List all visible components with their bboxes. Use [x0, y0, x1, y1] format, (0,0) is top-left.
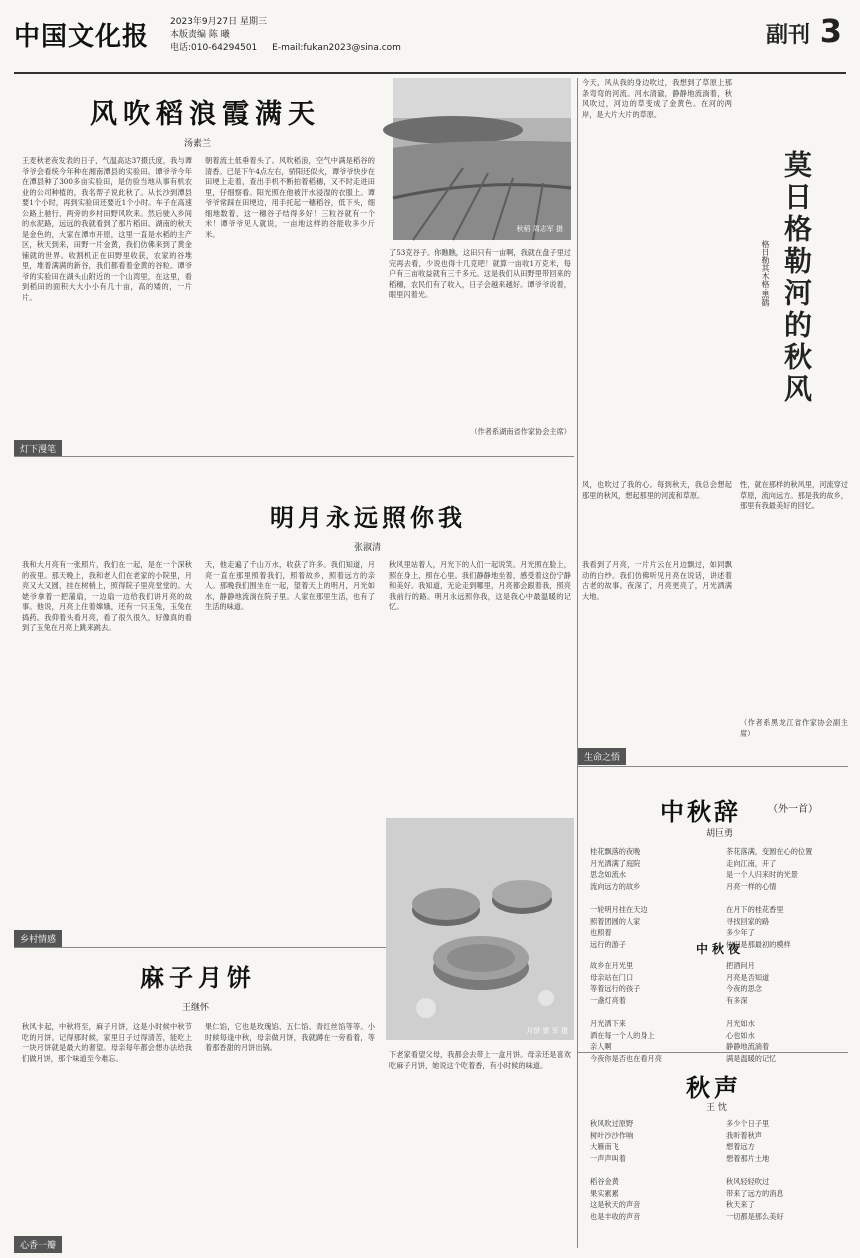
article-title: 麻子月饼 [140, 964, 256, 992]
article-author: 王继怀 [182, 1003, 210, 1013]
column-tag: 生命之悟 [578, 748, 626, 765]
article-column: 果仁馅，它也是玫瑰馅、五仁馅、青红丝馅等等。小时候每逢中秋，母亲做月饼，我就蹲在一旁看着，等着那香甜的月饼出锅。 [205, 1022, 375, 1052]
article-column: 性，就在那样的秋风里，河流穿过草原，流向远方。那是我的故乡，那里有我最美好的回忆。 [740, 480, 848, 510]
article-column: 下老家看望父母，我都会去带上一盒月饼。母亲还是喜欢吃麻子月饼，她说这个吃着香，有小时候的味道。 [389, 1050, 571, 1070]
column-tag: 灯下漫笔 [14, 440, 62, 457]
poem-stanza: 茶花落满，变圆在心的位置 走向江南，开了 是一个人归来时的光景 月亮一样的心情 在月下的桂花香里 寻找回家的路 多少年了 依旧是那最初的模样 [726, 847, 813, 949]
article-title: 明月永远照你我 [270, 504, 466, 532]
article-column: 天，他走遍了千山万水，收获了许多。我们知道，月亮一直在那里照着我们，照着故乡，照着远方的亲人。那晚我们围坐在一起，望着天上的明月，月光如水，静静地流淌在院子里。人家在那里生活，也有了生活的味道。 [205, 560, 375, 611]
article-column: 风，也吹过了我的心。每到秋天，我总会想起那里的秋风，想起那里的河流和草原。 [582, 480, 732, 500]
mooncake-photo [386, 818, 574, 1040]
masthead [14, 10, 846, 72]
editor-line: 本版责编 陈 曦 [170, 30, 230, 40]
contact-line [170, 40, 401, 53]
divider [14, 456, 574, 457]
mooncake-image [386, 818, 574, 1040]
poem-stanza: 多少个日子里 我听着秋声 想着远方 想着那片土地 秋风轻轻吹过 带来了远方的消息 秋天来了 一切都是那么美好 [726, 1119, 784, 1221]
poem-subtitle: 中秋夜 [696, 942, 745, 956]
page-number: 3 [819, 12, 842, 50]
newspaper-logo: 中国文化报 [14, 22, 150, 52]
divider [578, 766, 848, 767]
column-divider [577, 78, 578, 1248]
section-name: 副刊 [765, 23, 810, 48]
rice-field-photo [393, 78, 571, 240]
poem-stanza: 桂花飘落的夜晚 月光洒满了庭院 思念如流水 流向远方的故乡 一轮明月挂在天边 照着团圆的人家 也照着 远行的游子 [590, 847, 648, 949]
issue-date: 2023年9月27日 星期三 [170, 17, 267, 27]
masthead-rule [14, 72, 846, 74]
column-tag: 乡村情感 [14, 930, 62, 947]
author-bio: （作者系黑龙江省作家协会副主席） [740, 718, 848, 738]
poem-title: 秋声 [686, 1074, 742, 1102]
photo-caption: 秋稻 周志军 摄 [516, 225, 563, 233]
poem-stanza: 故乡在月光里 母亲站在门口 等着远行的孩子 一盏灯亮着 月光洒下来 洒在每一个人的身上 亲人啊 今夜你是否也在看月亮 [590, 961, 662, 1063]
article-author: 格日勒其木格·黑鹤 [761, 240, 770, 307]
poem-title-suffix: （外一首） [768, 804, 818, 815]
article-column: 秋风卡起，中秋将至，麻子月饼，这是小时候中秋节吃的月饼。记得那时候，家里日子过得清苦，能吃上一块月饼就是最大的奢望。母亲每年都会想办法给我们做月饼，那个味道至今难忘。 [22, 1022, 192, 1063]
article-column: 秋风里站着人，月光下的人们一起说笑。月光照在脸上，照在身上，照在心里。我们静静地坐着，感受着这份宁静和美好。我知道，无论走到哪里，月亮都会跟着我，照亮我前行的路。明月永远照你我，这是我心中最温暖的记忆。 [389, 560, 571, 611]
article-author: 张淑清 [354, 543, 382, 553]
poem-stanza: 秋风吹过原野 树叶沙沙作响 大雁南飞 一声声叫着 稻谷金黄 果实累累 这是秋天的声音 也是丰收的声音 [590, 1119, 641, 1221]
poem-title: 中秋辞 [660, 798, 741, 826]
article-column: 王麦秋老夜发表的日子，气温高达37摄氏度，我与谭爷爷会看统今年种在湘南潭县的实验田。谭爷爷今年在潭县种了300多亩实验田，是仿验当地从事有机农业的公司种植的，我名帮子说此秋了。从长沙到潭县要1个小时，再到实验田还要近1个小时。车子在高速公路上驰行，两旁的乡村田野风吹来。然后驶入乡间的水泥路，远远的我就看到了那片稻田。湖南的秋天是金色的，大家在潭市开原，这里一直是水稻的主产区，秋天到来，田野一片金黄，我们仿佛来到了黄金铺就的世界。收割机正在田野里收获，农家的谷堆里，堆着满满的新谷，我们都看着金黄的谷粒。谭爷爷的实验田在湖头山附近的一个山湾里，在这里，看到稻田的面积大大小小有几十亩，高的矮的，一片片。 [22, 156, 192, 302]
article-author: 汤素兰 [184, 139, 212, 149]
author-bio: （作者系湖南省作家协会主席） [470, 427, 571, 436]
article-column: 我和大月亮有一张照片，我们在一起，是在一个深秋的夜里。那天晚上，我和老人们在老家的小院里，月亮又大又圆，挂在树梢上，照得院子里亮堂堂的。大姥爷拿着一把蒲扇，一边扇一边给我们讲月亮的故事。他说，月亮上住着嫦娥，还有一只玉兔，玉兔在捣药。我仰着头看月亮，看了很久很久，好像真的看到了玉兔在月亮上跳来跳去。 [22, 560, 192, 632]
article-column: 今天，风从我的身边吹过，我想到了草原上那条弯弯的河流。河水清澈，静静地流淌着，秋风吹过，河边的草变成了金黄色。在河的两岸，是大片大片的草原。 [582, 78, 732, 119]
article-title: 风吹稻浪霞满天 [90, 99, 321, 130]
article-column: 了53克谷子。你瞧瞧，这田只有一亩啊，我就在盘子里过完再去看，少说也得十几克吧！就算一亩收1万克米，每户有三亩收益就有三千多元。这是我们从田野里带回来的稻穗，农民们有了收入，日子会越来越好。谭爷爷说着，眼里闪着光。 [389, 248, 571, 299]
poem-author: 胡巨勇 [706, 829, 734, 839]
poem-author: 王 忱 [706, 1103, 727, 1113]
rice-field-image [393, 78, 571, 240]
divider [578, 1052, 848, 1053]
article-title: 莫日格勒河的秋风 [780, 150, 813, 406]
article-column: 朝着流土低垂着头了。风吹稻浪，空气中满是稻谷的清香。已是下午4点左右，骄阳还似火，谭爷爷快步在田埂上走着，查出手机不断拍着稻穗，又不时走进田里，仔细察看。阳光照在他被汗水浸湿的衣服上。谭爷爷常踩在田埂边，用手托起一穗稻谷，低下头，细细地数着，这一穗谷子结得多好！三粒谷就有一个米！谭爷爷见人就说，一亩地这样的谷能收多少斤米。 [205, 156, 375, 239]
poem-stanza: 把酒问月 月亮是否知道 今夜的思念 有多深 月光如水 心也如水 静静地流淌着 满是温暖的记忆 [726, 961, 777, 1063]
email: E-mail:fukan2023@sina.com [272, 43, 401, 53]
photo-caption: 月饼 贾 军 摄 [526, 1027, 568, 1035]
column-tag: 心香一瓣 [14, 1236, 62, 1253]
article-column: 我看到了月亮，一片片云在月边飘过，如同飘动的白纱。我们仿佛听见月亮在说话，讲述着古老的故事。夜深了，月亮更亮了，月光洒满大地。 [582, 560, 732, 601]
phone: 电话:010-64294501 [170, 43, 258, 53]
